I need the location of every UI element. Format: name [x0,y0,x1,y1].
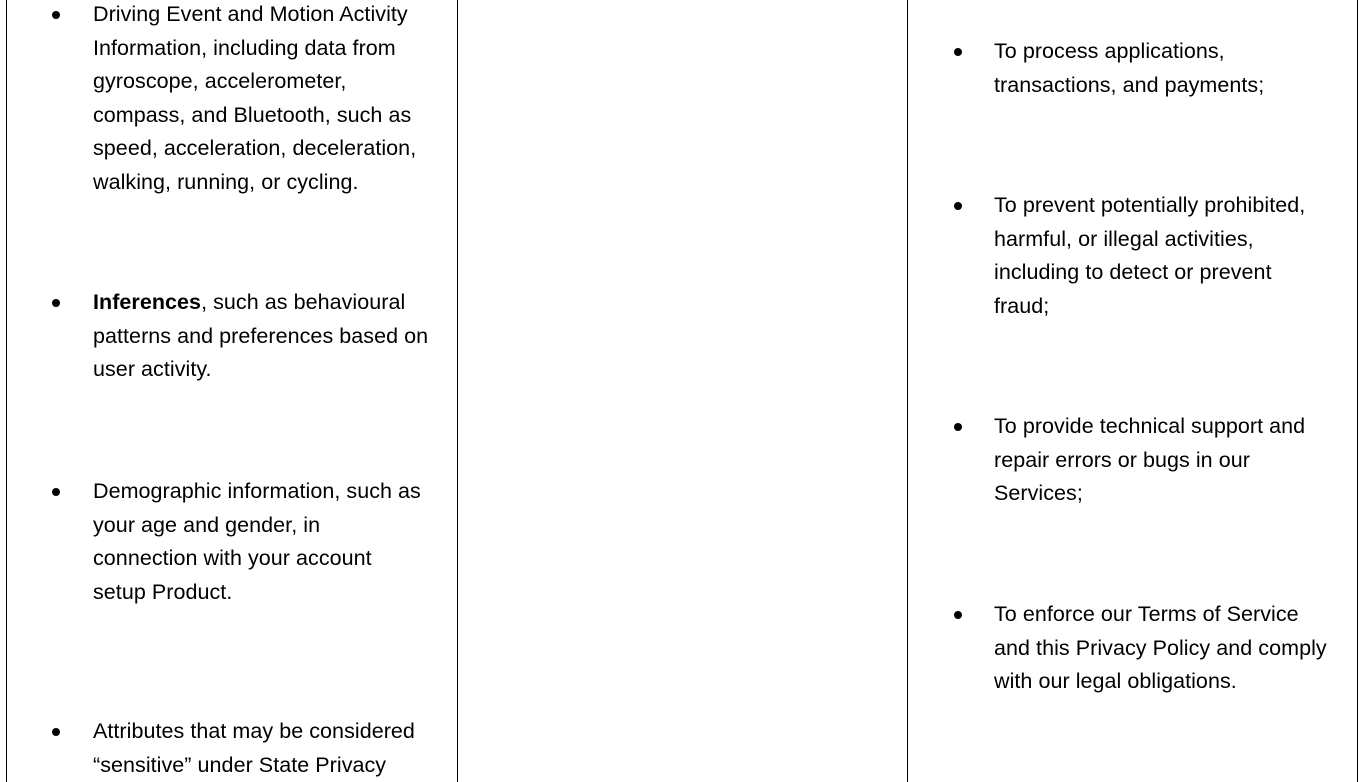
list-item [93,475,421,609]
list-item-line: your age and gender, in [93,512,321,537]
list-item [994,410,1305,511]
list-item [93,715,415,782]
bullet-icon [954,611,962,619]
bullet-icon [954,48,962,56]
list-item-line: To prevent potentially prohibited, [994,193,1306,217]
bullet-icon [52,11,60,19]
list-item-line: setup Product. [93,579,233,604]
list-item-line: To process applications, [994,39,1225,63]
list-item-line [93,286,428,320]
list-item-line: user activity. [93,357,212,382]
bullet-icon [954,423,962,431]
list-item [994,598,1327,699]
list-item-line: To enforce our Terms of Service [994,602,1299,626]
list-item-line: Services; [994,481,1083,506]
list-item-line: speed, acceleration, deceleration, [93,136,417,161]
bullet-icon [954,202,962,210]
list-item-line: Demographic information, such as [93,479,421,503]
list-item-line: with our legal obligations. [994,669,1237,694]
list-item-line: Driving Event and Motion Activity [93,2,408,26]
table-border-right [1357,0,1358,782]
right-column [908,0,1357,782]
list-item-line: Attributes that may be considered [93,719,415,743]
list-item [994,35,1264,102]
list-item-line: transactions, and payments; [994,72,1265,97]
list-item-line: patterns and preferences based on [93,323,429,348]
list-item [93,286,428,387]
list-item-line: and this Privacy Policy and comply [994,635,1327,660]
bullet-icon [52,299,60,307]
list-item-line: Information, including data from [93,35,396,60]
list-item [93,0,416,200]
left-column [7,0,457,782]
list-item-line: “sensitive” under State Privacy [93,752,387,777]
inferences-rest: , such as behavioural [201,290,406,314]
list-item-line: To provide technical support and [994,414,1306,438]
list-item [994,189,1305,323]
list-item-line: gyroscope, accelerometer, [93,69,347,94]
list-item-line: harmful, or illegal activities, [994,226,1254,251]
inferences-term: Inferences [93,290,202,314]
list-item-line: connection with your account [93,546,372,571]
list-item-line: fraud; [994,293,1050,318]
list-item-line: walking, running, or cycling. [93,169,359,194]
list-item-line: including to detect or prevent [994,260,1272,285]
middle-column [458,0,907,782]
bullet-icon [52,488,60,496]
bullet-icon [52,728,60,736]
list-item-line: compass, and Bluetooth, such as [93,102,412,127]
list-item-line: repair errors or bugs in our [994,447,1250,472]
